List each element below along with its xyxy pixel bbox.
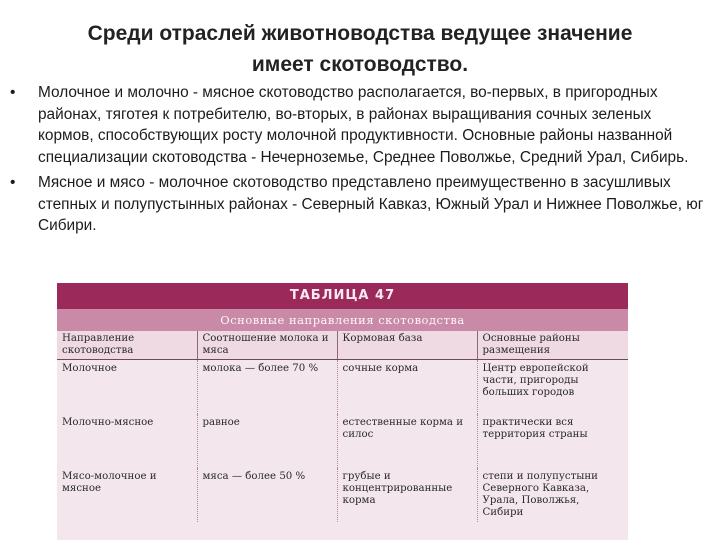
table-header-row: [57, 331, 628, 360]
slide-title-line-2: имеет скотоводство.: [251, 53, 469, 76]
table-cell: естественные корма и силос: [337, 414, 477, 468]
table-cell: грубые и концентрированные корма: [337, 468, 477, 522]
table-subtitle: Основные направления скотоводства: [57, 309, 628, 331]
bullet-icon: •: [10, 174, 16, 191]
table-row: [57, 360, 628, 415]
table-header-cell: Направление скотоводства: [57, 331, 197, 360]
livestock-table: [57, 331, 628, 522]
table-cell: мяса — более 50 %: [197, 468, 337, 522]
table-title: ТАБЛИЦА 47: [57, 283, 628, 309]
bullet-item: [8, 82, 708, 168]
table-cell: степи и полупустыни Северного Кавказа, Урала, Поволжья, Сибири: [482, 471, 598, 518]
bullet-text: располагается, во-первых, в пригородных районах, тяготея к потребителю, во-вторых, в районах выращивания сочных зеленых кормов, способствующих росту молочной продуктивности. Основные районы названной специализации скотоводства - Нечерноземье, Среднее Поволжье, Средний Урал, Сибирь.: [38, 84, 689, 166]
table-cell: практически вся территория страны: [482, 417, 588, 440]
table-cell: сочные корма: [337, 360, 477, 415]
bullet-lead: Молочное и молочно - мясное скотоводство: [38, 84, 354, 101]
table-cell: Центр европейской части, пригороды больших городов: [482, 363, 589, 398]
table-cell: Молочное: [57, 360, 197, 415]
table-row: [57, 468, 628, 522]
table-header-cell: Соотношение молока и мяса: [197, 331, 337, 360]
bullet-text: представлено преимущественно в засушливых степных и полупустынных районах - Северный Кавказ, Южный Урал и Нижнее Поволжье, юг Сибири.: [38, 174, 704, 234]
slide-title: [20, 18, 700, 80]
bullet-lead: Мясное и мясо - молочное скотоводство: [38, 174, 328, 191]
table-header-cell: Кормовая база: [337, 331, 477, 360]
slide-title-line-1: Среди отраслей животноводства ведущее значение: [87, 22, 633, 45]
table-image: [57, 283, 628, 540]
bullet-list: [8, 82, 708, 241]
table-cell: молока — более 70 %: [197, 360, 337, 415]
table-cell: равное: [197, 414, 337, 468]
table-header-cell: Основные районы размещения: [477, 331, 628, 360]
table-cell: Мясо-молочное и мясное: [57, 468, 197, 522]
table-cell: Молочно-мясное: [57, 414, 197, 468]
bullet-icon: •: [10, 84, 16, 101]
bullet-item: [8, 172, 708, 237]
table-row: [57, 414, 628, 468]
